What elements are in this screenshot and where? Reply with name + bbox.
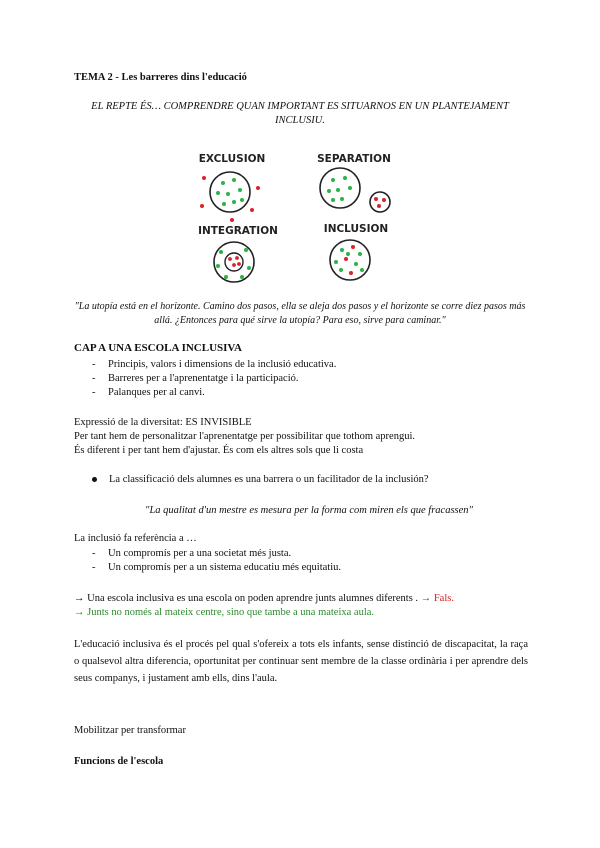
- inclusion-diagram: [190, 146, 410, 290]
- section-heading: CAP A UNA ESCOLA INCLUSIVA: [74, 342, 242, 354]
- statement-2: → Junts no només al mateix centre, sino que tambe a una mateixa aula.: [74, 607, 375, 618]
- question-bullet: [92, 474, 429, 485]
- label-separation: SEPARATION: [317, 153, 391, 165]
- inclusion-figure: [330, 240, 370, 280]
- statement-1-text: → Una escola inclusiva es una escola on poden aprendre junts alumnes diferents .: [74, 593, 419, 604]
- label-integration: INTEGRATION: [198, 225, 278, 237]
- diversity-line: Expressió de la diversitat: ES INVISIBLE: [74, 417, 252, 428]
- document-title: TEMA 2 - Les barreres dins l'educació: [74, 72, 247, 83]
- list-item: - Un compromís per a una societat més justa.: [92, 547, 341, 561]
- diversity-block: [74, 416, 534, 458]
- list-item: - Un compromís per a un sistema educatiu més equitatiu.: [92, 561, 341, 575]
- challenge-subtitle: EL REPTE ÉS… COMPRENDRE QUAN IMPORTANT ES SITUARNOS EN UN PLANTEJAMENT INCLUSIU.: [91, 101, 509, 126]
- list-item: - Principis, valors i dimensions de la inclusió educativa.: [92, 358, 336, 372]
- integration-figure: [214, 242, 254, 282]
- bullet-dot-icon: [92, 477, 97, 482]
- statement-1-answer: → Fals.: [420, 593, 454, 604]
- separation-figure: [320, 168, 390, 212]
- label-inclusion: INCLUSION: [323, 223, 389, 235]
- functions-heading: Funcions de l'escola: [74, 756, 164, 767]
- label-exclusion: EXCLUSION: [198, 153, 266, 165]
- utopia-quote: "La utopía está en el horizonte. Camino dos pasos, ella se aleja dos pasos y el horizonte se corre diez pasos más allá. ¿Entonces para qué sirve la utopía? Para eso, sirve para caminar.": [74, 301, 526, 326]
- inclusion-intro: La inclusió fa referència a …: [74, 533, 197, 544]
- list-item: - Palanques per al canvi.: [92, 386, 336, 400]
- exclusion-figure: [200, 172, 260, 222]
- mobilize-line: Mobilitzar per transformar: [74, 725, 186, 736]
- statement-1: [74, 592, 534, 606]
- section-list: [92, 358, 336, 400]
- list-item: - Barreres per a l'aprenentatge i la participació.: [92, 372, 336, 386]
- diversity-line: Per tant hem de personalitzar l'aprenentatge per possibilitar que tothom aprengui.: [74, 431, 415, 442]
- inclusive-education-paragraph: L'educació inclusiva és el procés pel qual s'ofereix a tots els infants, sense distinció de discapacitat, la raça o qualsevol altra diferencia, oportunitat per continuar sent membre de la classe ordinària i per aprendre dels seus companys, i justament amb ells, dins l'aula.: [74, 639, 528, 684]
- teacher-quote: "La qualitat d'un mestre es mesura per la forma com miren els que fracassen": [145, 505, 473, 516]
- diversity-line: És diferent i per tant hem d'ajustar. És com els altres sols que li costa: [74, 445, 364, 456]
- question-text: La classificació dels alumnes es una barrera o un facilitador de la inclusión?: [109, 474, 429, 485]
- inclusion-list: [92, 547, 341, 575]
